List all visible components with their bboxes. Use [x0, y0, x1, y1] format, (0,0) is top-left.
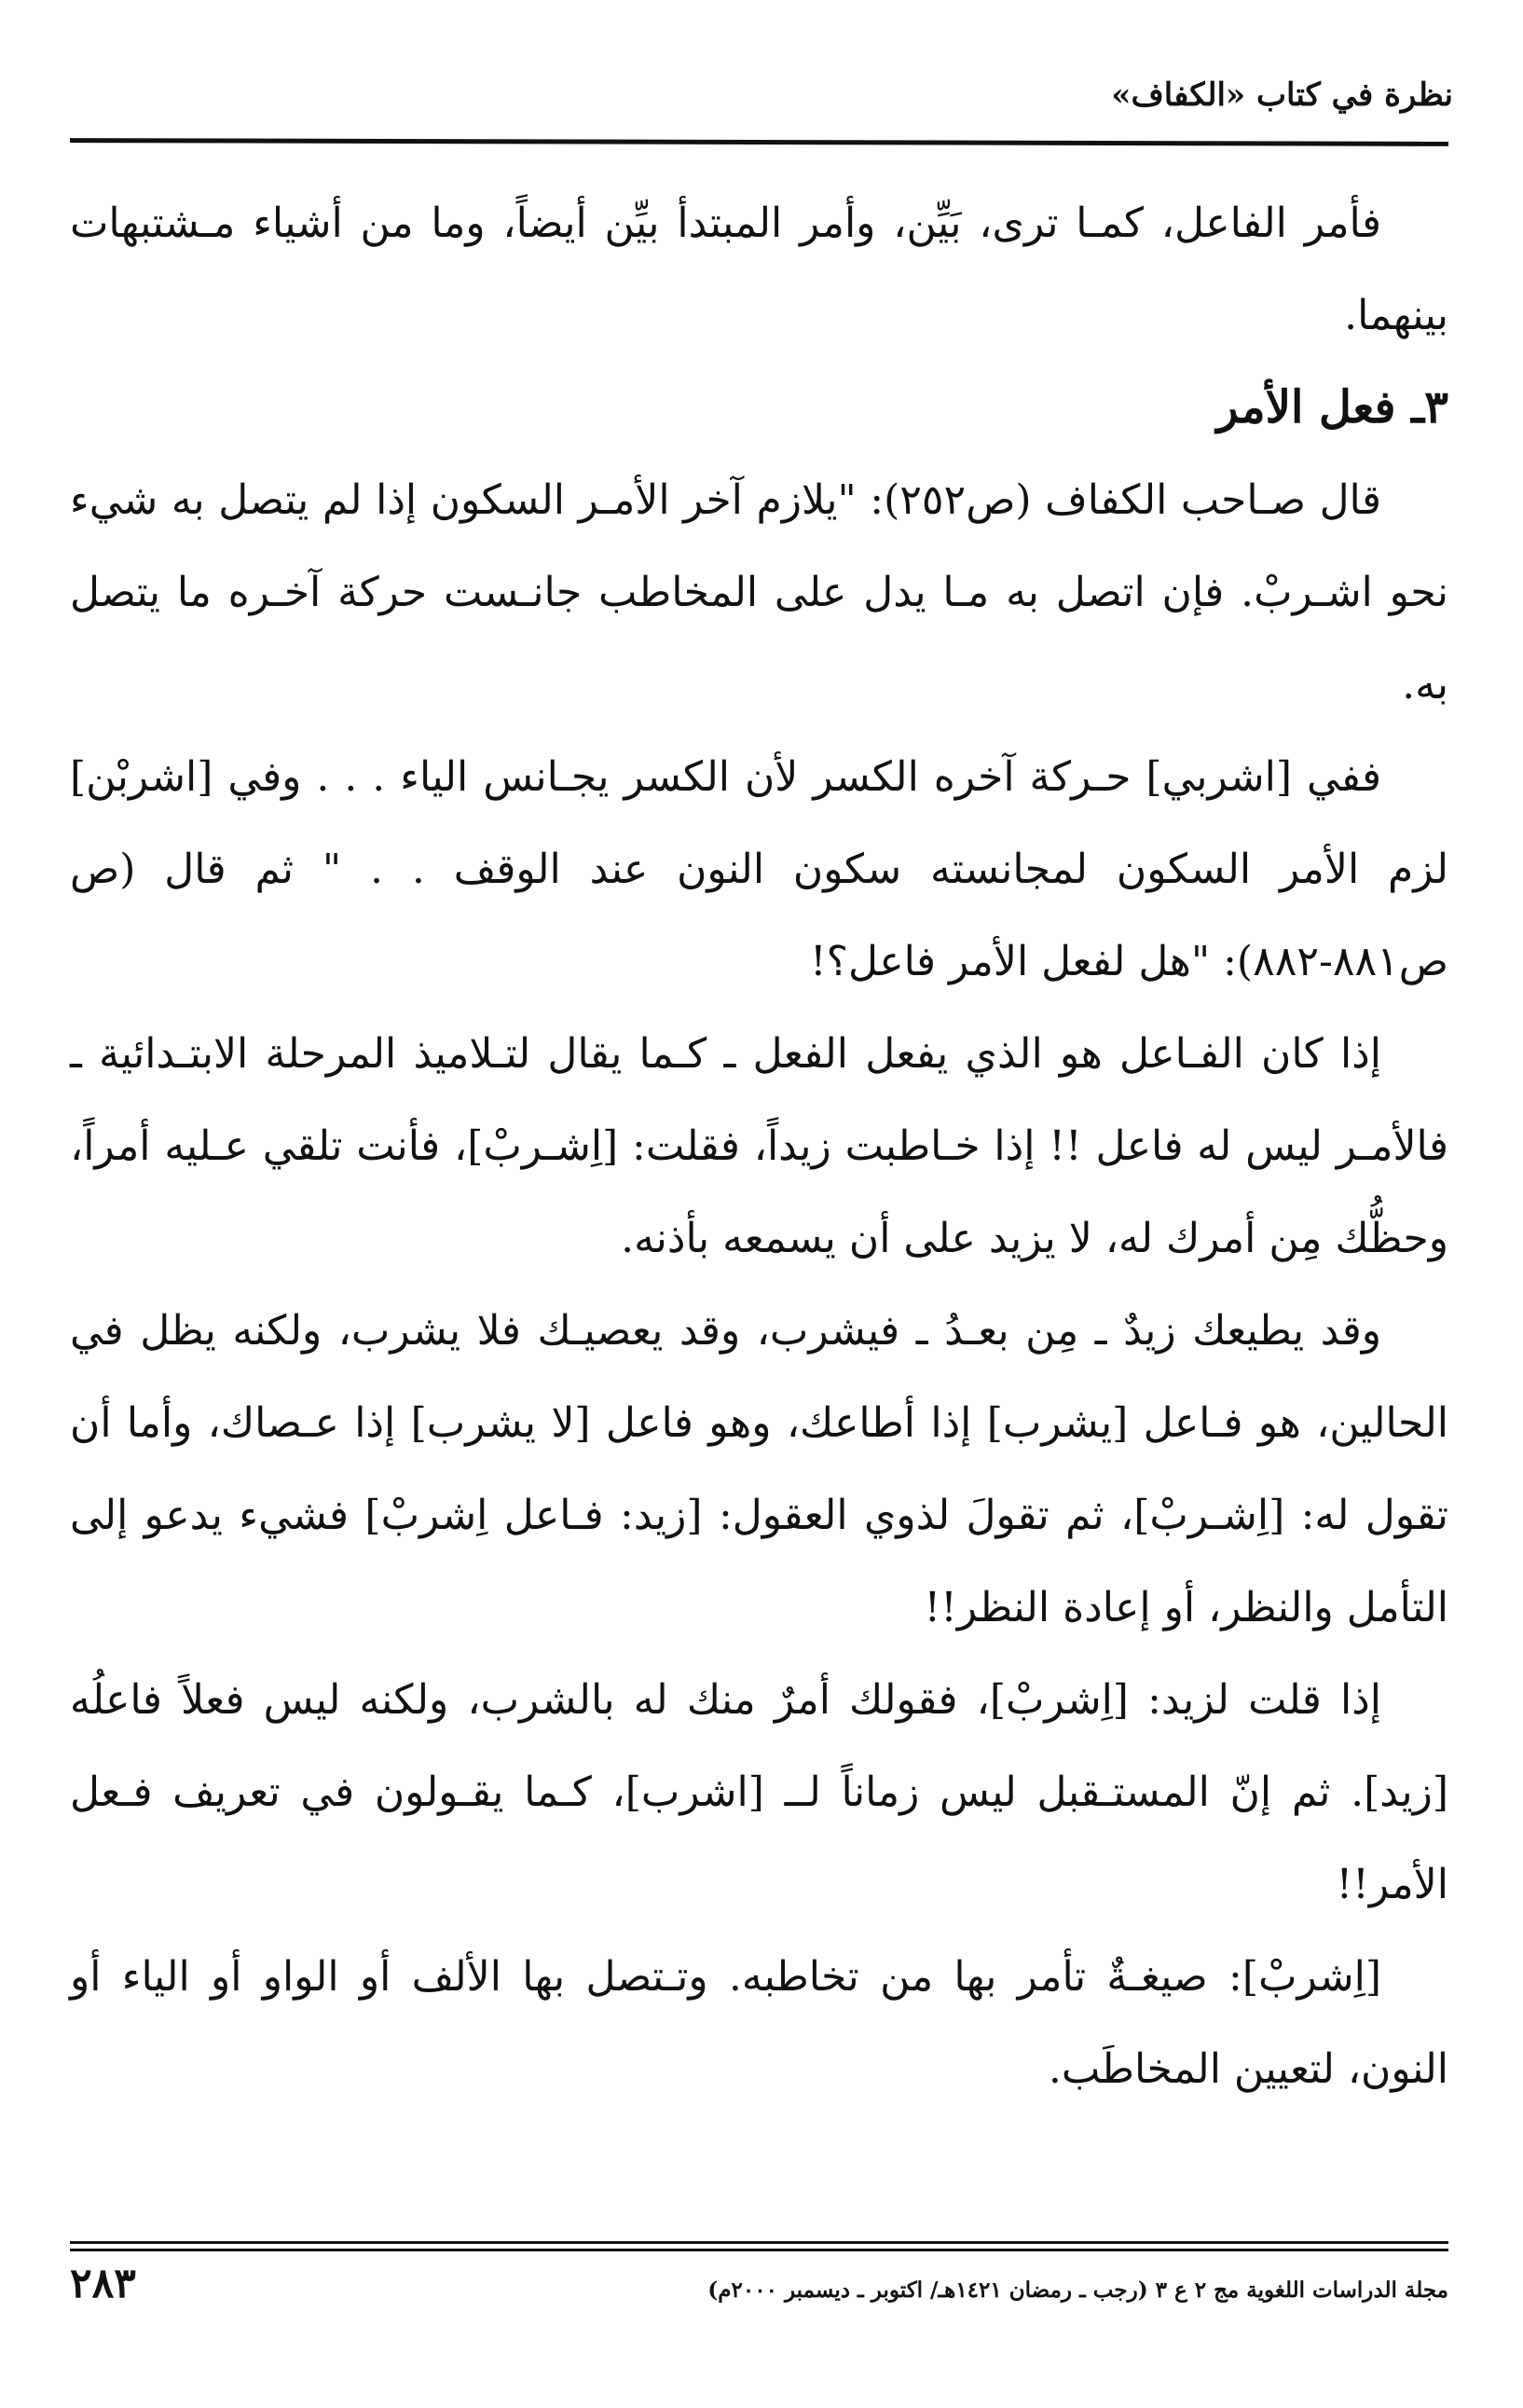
paragraph-4: إذا كان الفـاعل هو الذي يفعل الفعل ـ كـما يقال لتـلاميذ المرحلة الابتـدائية ـ فالأمـر ليس له فاعل !! إذا خـاطبت زيداً، فقلت: [اِشـربْ]، فأنت تلقي عـليه أمراً، وحظُّك مِن أمرك له، لا يزيد على أن يسمعه بأذنه.: [70, 1030, 1448, 1262]
body-text: [70, 177, 1448, 2115]
running-header: نظرة في كتاب «الكفاف»: [1111, 76, 1453, 114]
paragraph-1: فأمر الفاعل، كمـا ترى، بَيِّن، وأمر المبتدأ بيِّن أيضاً، وما من أشياء مـشتبهات بينهما.: [70, 200, 1448, 339]
page-number: ٢٨٣: [70, 2260, 136, 2307]
page-footer: [70, 2260, 1448, 2307]
paragraph-3: ففي [اشربي] حـركة آخره الكسر لأن الكسر يجـانس الياء . . . وفي [اشربْن] لزم الأمر السكون لمجانسته سكون النون عند الوقف . . " ثم قال (ص ص٨٨١-٨٨٢): "هل لفعل الأمر فاعل؟!: [70, 753, 1448, 985]
header-rule: [70, 138, 1448, 146]
footer-rule-top: [70, 2241, 1448, 2244]
section-heading: ٣ـ فعل الأمر: [1216, 381, 1448, 433]
paragraph-5: وقد يطيعك زيدٌ ـ مِن بعـدُ ـ فيشرب، وقد يعصيـك فلا يشرب، ولكنه يظل في الحالين، هو فـاعل [يشرب] إذا أطاعك، وهو فاعل [لا يشرب] إذا عـصاك، وأما أن تقول له: [اِشـربْ]، ثم تقولَ لذوي العقول: [زيد: فـاعل اِشربْ] فشيء يدعو إلى التأمل والنظر، أو إعادة النظر!!: [70, 1307, 1448, 1631]
paragraph-7: [اِشربْ]: صيغـةٌ تأمر بها من تخاطبه. وتـتصل بها الألف أو الواو أو الياء أو النون، لتعيين المخاطَب.: [70, 1953, 1448, 2093]
journal-citation: مجلة الدراسات اللغوية مج ٢ ع ٣ (رجب ـ رمضان ١٤٢١هـ/ اكتوبر ـ ديسمبر ٢٠٠٠م): [707, 2277, 1448, 2303]
paragraph-2: قال صـاحب الكفاف (ص٢٥٢): "يلازم آخر الأمـر السكون إذا لم يتصل به شيء نحو اشـربْ. فإن اتصل به مـا يدل على المخاطب جانـست حركة آخـره ما يتصل به.: [70, 476, 1448, 709]
paragraph-6: إذا قلت لزيد: [اِشربْ]، فقولك أمرٌ منك له بالشرب، ولكنه ليس فعلاً فاعلُه [زيد]. ثم إنّ المستـقبل ليس زماناً لــ [اشرب]، كـما يقـولون في تعريف فـعل الأمر!!: [70, 1676, 1448, 1908]
footer-rule-bottom: [70, 2249, 1448, 2251]
